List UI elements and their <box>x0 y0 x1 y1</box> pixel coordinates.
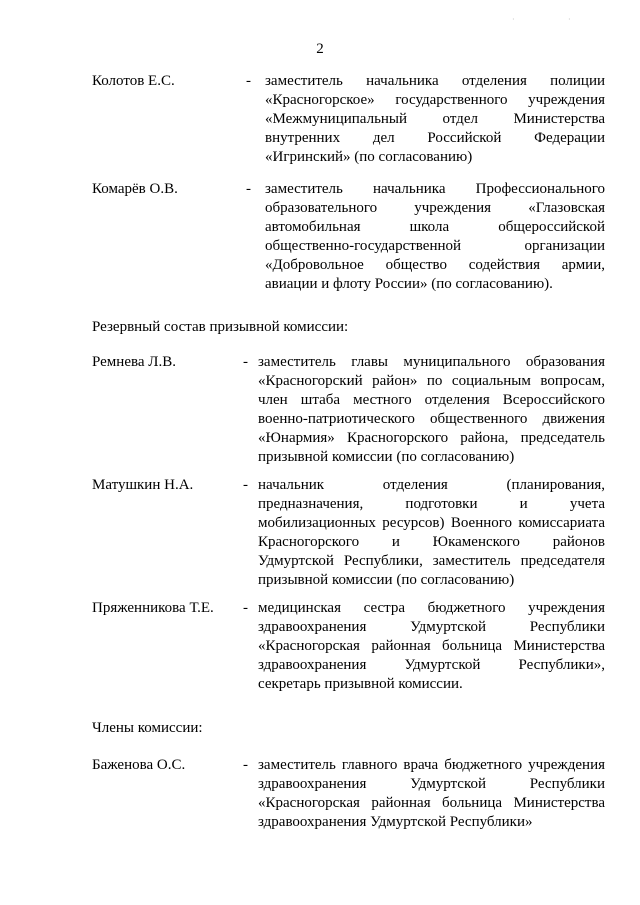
entry-dash: - <box>243 757 248 773</box>
description-line: Красногорского и Юкаменского районов <box>258 534 605 550</box>
description-line: здравоохранения Удмуртской Республики <box>258 776 605 792</box>
reserve-section-heading: Резервный состав призывной комиссии: <box>92 319 349 335</box>
person-name: Ремнева Л.В. <box>92 354 176 370</box>
description-line: здравоохранения Удмуртской Республики <box>258 619 605 635</box>
description-line: авиации и флоту России» (по согласованию). <box>265 276 553 292</box>
description-line: здравоохранения Удмуртской Республики» <box>258 814 533 830</box>
description-line: медицинская сестра бюджетного учреждения <box>258 600 605 616</box>
position-description <box>258 599 605 694</box>
scan-artifact-mark: · <box>512 15 515 24</box>
description-line: член штаба местного отделения Всероссийского <box>258 392 605 408</box>
description-line: секретарь призывной комиссии. <box>258 676 463 692</box>
description-line: автомобильная школа общероссийской <box>265 219 605 235</box>
position-description <box>258 756 605 832</box>
description-line: «Игринский» (по согласованию) <box>265 149 473 165</box>
entry-dash: - <box>246 181 251 197</box>
entry-dash: - <box>243 600 248 616</box>
description-line: «Юнармия» Красногорского района, председатель <box>258 430 605 446</box>
description-line: предназначения, подготовки и учета <box>258 496 605 512</box>
description-line: внутренних дел Российской Федерации <box>265 130 605 146</box>
description-line: призывной комиссии (по согласованию) <box>258 449 515 465</box>
page-number: 2 <box>316 41 324 57</box>
description-line: «Красногорское» государственного учреждения <box>265 92 605 108</box>
entry-dash: - <box>243 354 248 370</box>
description-line: Удмуртской Республики, заместитель председателя <box>258 553 605 569</box>
position-description <box>258 353 605 467</box>
description-line: начальник отделения (планирования, <box>258 477 605 493</box>
description-line: заместитель начальника отделения полиции <box>265 73 605 89</box>
description-line: «Красногорский район» по социальным вопросам, <box>258 373 605 389</box>
description-line: «Красногорская районная больница Министерства <box>258 795 605 811</box>
description-line: заместитель главного врача бюджетного учреждения <box>258 757 605 773</box>
person-name: Колотов Е.С. <box>92 73 175 89</box>
position-description <box>265 180 605 294</box>
description-line: образовательного учреждения «Глазовская <box>265 200 605 216</box>
position-description <box>265 72 605 167</box>
members-section-heading: Члены комиссии: <box>92 720 203 736</box>
description-line: общественно-государственной организации <box>265 238 605 254</box>
person-name: Баженова О.С. <box>92 757 186 773</box>
description-line: призывной комиссии (по согласованию) <box>258 572 515 588</box>
position-description <box>258 476 605 590</box>
person-name: Комарёв О.В. <box>92 181 178 197</box>
description-line: военно-патриотического общественного движения <box>258 411 605 427</box>
description-line: «Межмуниципальный отдел Министерства <box>265 111 605 127</box>
person-name: Пряженникова Т.Е. <box>92 600 214 616</box>
scan-artifact-mark: · <box>568 15 571 24</box>
description-line: заместитель начальника Профессионального <box>265 181 605 197</box>
description-line: заместитель главы муниципального образования <box>258 354 605 370</box>
description-line: мобилизационных ресурсов) Военного комиссариата <box>258 515 605 531</box>
entry-dash: - <box>246 73 251 89</box>
entry-dash: - <box>243 477 248 493</box>
person-name: Матушкин Н.А. <box>92 477 194 493</box>
description-line: «Красногорская районная больница Министерства <box>258 638 605 654</box>
description-line: «Добровольное общество содействия армии, <box>265 257 605 273</box>
description-line: здравоохранения Удмуртской Республики», <box>258 657 605 673</box>
